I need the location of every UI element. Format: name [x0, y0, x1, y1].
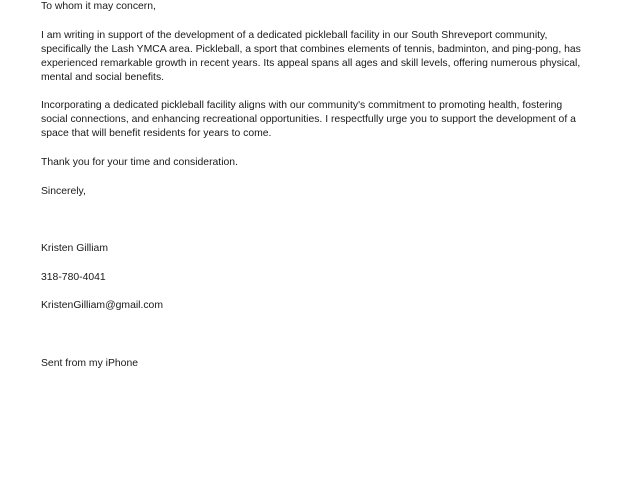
signer-name: Kristen Gilliam	[41, 243, 108, 254]
paragraph-line: specifically the Lash YMCA area. Pickleball, a sport that combines elements of tennis, badminton, and ping-pong, has	[41, 44, 581, 55]
sent-from-footer: Sent from my iPhone	[41, 358, 139, 369]
paragraph-line: mental and social benefits.	[41, 72, 165, 83]
paragraph-line: I am writing in support of the development of a dedicated pickleball facility in our South Shreveport community,	[41, 30, 548, 41]
paragraph-line: social connections, and enhancing recreational opportunities. I respectfully urge you to support the development of a	[41, 114, 576, 125]
closing: Sincerely,	[41, 186, 86, 197]
email-address: KristenGilliam@gmail.com	[41, 300, 163, 311]
paragraph-line: Incorporating a dedicated pickleball facility aligns with our community's commitment to promoting health, fostering	[41, 100, 563, 111]
paragraph-support	[41, 29, 601, 85]
paragraph-request	[41, 99, 601, 141]
phone-number: 318-780-4041	[41, 272, 106, 283]
paragraph-line: space that will benefit residents for years to come.	[41, 128, 272, 139]
salutation: To whom it may concern,	[41, 1, 156, 12]
thanks-line: Thank you for your time and consideration.	[41, 157, 238, 168]
paragraph-line: experienced remarkable growth in recent years. Its appeal spans all ages and skill levels, offering numerous physical,	[41, 58, 581, 69]
